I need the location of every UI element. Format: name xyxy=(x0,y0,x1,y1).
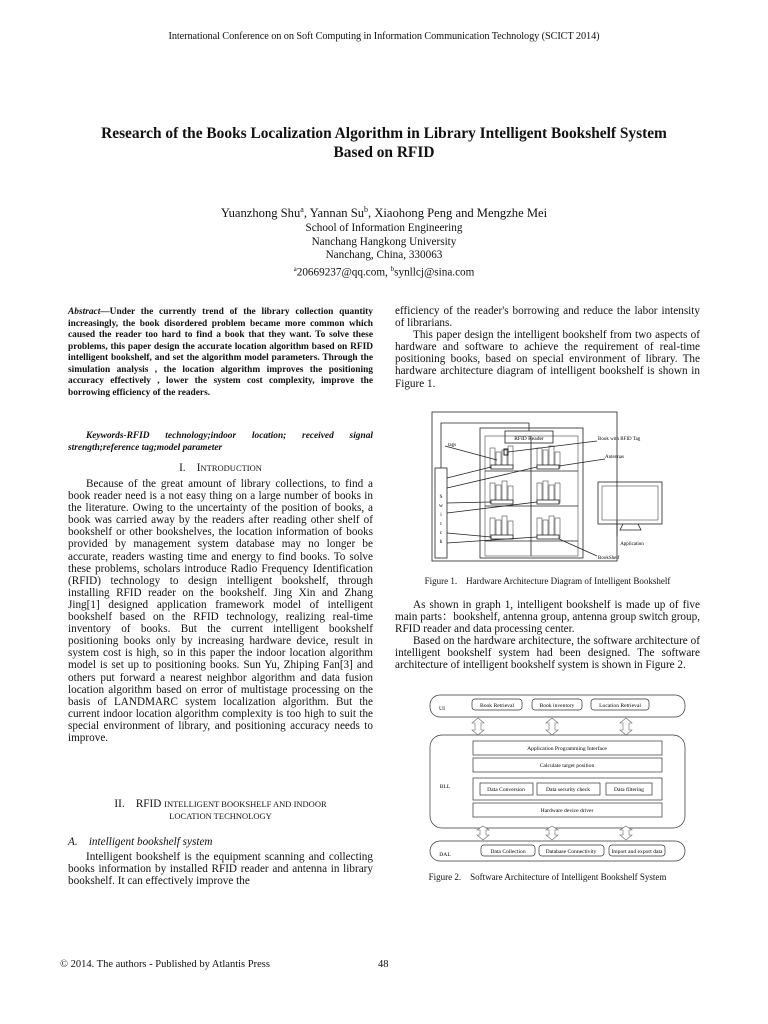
author-2: , Yannan Su xyxy=(303,206,365,221)
figure-2-software-diagram xyxy=(408,693,698,863)
fig2-api: Application Programming Interface xyxy=(527,746,607,752)
figure-1-hardware-diagram xyxy=(405,408,695,570)
affiliation xyxy=(0,222,768,280)
keywords: Keywords-RFID technology;indoor location; received signal strength;reference tag;model parameter xyxy=(68,431,373,453)
fig2-dal-label: DAL xyxy=(439,852,451,858)
author-1: Yuanzhong Shu xyxy=(220,206,301,221)
affiliation-emails xyxy=(0,263,768,280)
figure-1-caption-num: Figure 1. xyxy=(424,576,458,586)
fig1-switch-h: h xyxy=(439,539,443,545)
subsection-a-heading xyxy=(68,836,373,848)
section-2-title-2: LOCATION TECHNOLOGY xyxy=(169,811,272,821)
section-1-title-cap: I xyxy=(196,462,201,474)
fig2-location-retrieval: Location Retrieval xyxy=(599,703,641,709)
abstract xyxy=(68,307,373,399)
fig2-data-conversion: Data Conversion xyxy=(487,787,525,793)
subsection-a-title: intelligent bookshelf system xyxy=(88,836,213,848)
section-2-title-1: INTELLIGENT BOOKSHELF AND INDOOR xyxy=(164,799,327,809)
email-1: 20669237@qq.com, xyxy=(296,266,391,279)
introduction-text xyxy=(68,478,373,744)
right-column-top xyxy=(395,305,700,390)
fig1-switch-s: S xyxy=(439,494,443,500)
right-paragraph-3: As shown in graph 1, intelligent bookshelf is made up of five main parts：bookshelf, antenna group, antenna group switch group, RFID reader and data processing center. xyxy=(395,599,700,636)
abstract-label: Abstract xyxy=(68,307,101,317)
fig1-rfid-reader-label: RFID Reader xyxy=(514,436,544,442)
fig2-db-connectivity: Database Connectivity xyxy=(545,849,597,855)
page-number: 48 xyxy=(378,959,389,970)
subsection-a-label: A. xyxy=(68,836,78,848)
figure-2-caption-text: Software Architecture of Intelligent Bookshelf System xyxy=(470,872,667,882)
figure-2-caption xyxy=(395,872,700,882)
conference-header: International Conference on on Soft Computing in Information Communication Technology (SCICT 2014) xyxy=(168,31,600,42)
subsection-a-paragraph: Intelligent bookshelf is the equipment scanning and collecting books information by installed RFID reader and antenna in library bookshelf. It can effectively improve the xyxy=(68,851,373,888)
fig2-calc-position: Calculate target position xyxy=(539,763,595,769)
subsection-a-text xyxy=(68,851,373,887)
fig1-book-tag-label: Book with RFID Tag xyxy=(598,437,641,442)
fig1-switch-c: c xyxy=(439,530,443,536)
fig2-hw-driver: Hardware device driver xyxy=(540,808,594,814)
figure-1-caption xyxy=(395,576,700,586)
affiliation-university: Nanchang Hangkong University xyxy=(311,235,457,248)
figure-1-caption-text: Hardware Architecture Diagram of Intelligent Bookshelf xyxy=(466,576,671,586)
author-2-sup: b xyxy=(364,205,369,214)
email-2: synllcj@sina.com xyxy=(394,266,475,279)
section-1-title-rest: NTRODUCTION xyxy=(200,463,262,473)
author-1-sup: a xyxy=(300,205,304,214)
right-paragraph-1: efficiency of the reader's borrowing and reduce the labor intensity of librarians. xyxy=(395,305,700,330)
author-rest: , Xiaohong Peng and Mengzhe Mei xyxy=(368,206,548,221)
figure-2-caption-num: Figure 2. xyxy=(428,872,462,882)
affiliation-school: School of Information Engineering xyxy=(305,222,463,234)
fig2-data-collection: Data Collection xyxy=(490,849,526,855)
abstract-text: —Under the currently trend of the library collection quantity increasingly, the book disordered problem became more common which caused the reader too hard to find a book that they want. To solve these problems, this paper design the accurate location algorithm based on RFID intelligent bookshelf, and set the algorithm model parameters. Through the simulation analysis , the location algorithm improves the positioning accuracy effectively , lower the system cost complexity, improve the borrowing efficiency of the readers. xyxy=(68,307,373,398)
fig1-switch-t: t xyxy=(440,521,442,527)
right-paragraph-2: This paper design the intelligent bookshelf from two aspects of hardware and software to achieve the requirement of real-time positioning books, based on special environment of library. The hardware architecture diagram of intelligent bookshelf is shown in Figure 1. xyxy=(395,329,700,390)
email-sup-b: b xyxy=(390,264,395,273)
paper-title: Research of the Books Localization Algorithm in Library Intelligent Bookshelf System Based on RFID xyxy=(101,125,667,161)
section-2-line1 xyxy=(68,798,373,810)
fig2-book-retrieval: Book Retrieval xyxy=(479,703,515,709)
right-paragraph-4: Based on the hardware architecture, the software architecture of intelligent bookshelf system had been designed. The software architecture of intelligent bookshelf system is shown in Figure 2. xyxy=(395,635,700,672)
fig2-data-filtering: Data filtering xyxy=(614,787,644,793)
fig1-application-label: Application xyxy=(620,542,644,547)
fig1-switch-i: i xyxy=(440,512,442,518)
section-1-number: I. xyxy=(179,462,186,474)
fig1-switch-w: w xyxy=(439,503,443,509)
section-2-lead: RFID xyxy=(135,798,165,810)
copyright-footer: © 2014. The authors - Published by Atlantis Press xyxy=(60,959,270,970)
fig1-tags-label: tags xyxy=(448,443,457,448)
author-list xyxy=(0,205,768,221)
section-1-heading xyxy=(68,462,373,474)
fig1-monitor xyxy=(598,482,662,524)
fig2-ui-label: UI xyxy=(439,706,445,712)
section-2-number: II. xyxy=(114,798,125,810)
right-column-middle xyxy=(395,599,700,672)
fig2-book-inventory: Book inventory xyxy=(539,703,575,709)
fig2-import-export: Import and export data xyxy=(611,849,663,855)
email-sup-a: a xyxy=(293,264,297,273)
fig1-bookshelf-label: BookShelf xyxy=(598,556,620,561)
intro-paragraph: Because of the great amount of library collections, to find a book reader need is a not easy thing on a large number of books in the literature. Owing to the uncertainty of the position of books, a book was carried away by the readers after reading other shelf of bookshelf or other bookshelves, the location information of books provided by management system database may no longer be accurate, readers wasting time and energy to find books. To solve these problems, scholars introduce Radio Frequency Identification (RFID) technology to design intelligent bookshelf, through installing RFID reader on the bookshelf. Jing Xin and Zhang Jing[1] designed application framework model of intelligent bookshelf based on the RFID technology, realizing real-time inventory of books. But the current intelligent bookshelf positioning books only by increasing hardware device, result in system cost is high, so in this paper the indoor location algorithm model is set up to positioning books. Sun Yu, Zhiping Fan[3] and others put forward a nearest neighbor algorithm and data fusion location algorithm based on error of multistage processing on the basis of LANDMARC system localization algorithm. But the current indoor location algorithm complexity is too high to suit the special environment of library, and positioning accuracy needs to improve. xyxy=(68,478,373,744)
fig2-data-security: Data security check xyxy=(545,787,591,793)
affiliation-address: Nanchang, China, 330063 xyxy=(325,249,443,261)
fig1-antennas-label: Antennas xyxy=(605,455,624,460)
fig2-bll-label: BLL xyxy=(439,784,451,790)
section-2-heading xyxy=(68,798,373,822)
